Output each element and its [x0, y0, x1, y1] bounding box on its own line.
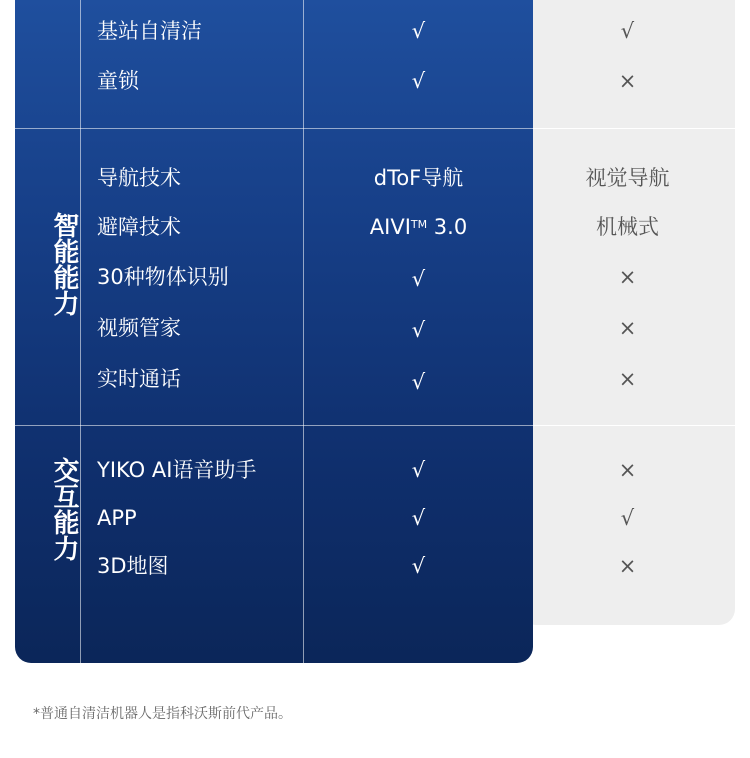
- compare-value: √: [620, 506, 635, 530]
- feature-label: 基站自清洁: [97, 19, 202, 43]
- trademark-mark: TM: [410, 218, 428, 231]
- feature-label: YIKO AI语音助手: [97, 458, 257, 482]
- compare-value: ×: [618, 265, 637, 289]
- feature-label: 实时通话: [97, 367, 181, 391]
- product-value: √: [411, 370, 426, 394]
- compare-value: 视觉导航: [585, 166, 670, 190]
- feature-label: APP: [97, 506, 137, 530]
- compare-divider: [520, 425, 735, 426]
- product-value: dToF导航: [373, 166, 464, 190]
- compare-value: 机械式: [596, 215, 659, 239]
- section-divider: [15, 128, 533, 129]
- feature-label: 3D地图: [97, 554, 169, 578]
- compare-divider: [520, 128, 735, 129]
- feature-label: 视频管家: [97, 316, 181, 340]
- product-value-version: 3.0: [427, 215, 468, 239]
- product-value: √: [411, 458, 426, 482]
- section-divider: [15, 425, 533, 426]
- product-value: √: [411, 554, 426, 578]
- category-label-smart: 智能能力: [49, 212, 79, 316]
- product-value: √: [411, 69, 426, 93]
- footnote: *普通自清洁机器人是指科沃斯前代产品。: [33, 706, 292, 722]
- compare-value: ×: [618, 458, 637, 482]
- product-value: √: [411, 19, 426, 43]
- compare-value: ×: [618, 69, 637, 93]
- product-value: √: [411, 318, 426, 342]
- compare-value: √: [620, 19, 635, 43]
- feature-label: 30种物体识别: [97, 265, 229, 289]
- category-label-interaction: 交互能力: [49, 457, 79, 561]
- product-value: √: [411, 267, 426, 291]
- product-value: √: [411, 506, 426, 530]
- product-value-main: AIVI: [369, 215, 411, 239]
- feature-label: 避障技术: [97, 215, 181, 239]
- compare-value: ×: [618, 367, 637, 391]
- feature-label: 童锁: [97, 69, 139, 93]
- feature-label: 导航技术: [97, 166, 181, 190]
- compare-value: ×: [618, 316, 637, 340]
- compare-value: ×: [618, 554, 637, 578]
- product-value: [304, 212, 533, 242]
- column-divider: [80, 0, 81, 663]
